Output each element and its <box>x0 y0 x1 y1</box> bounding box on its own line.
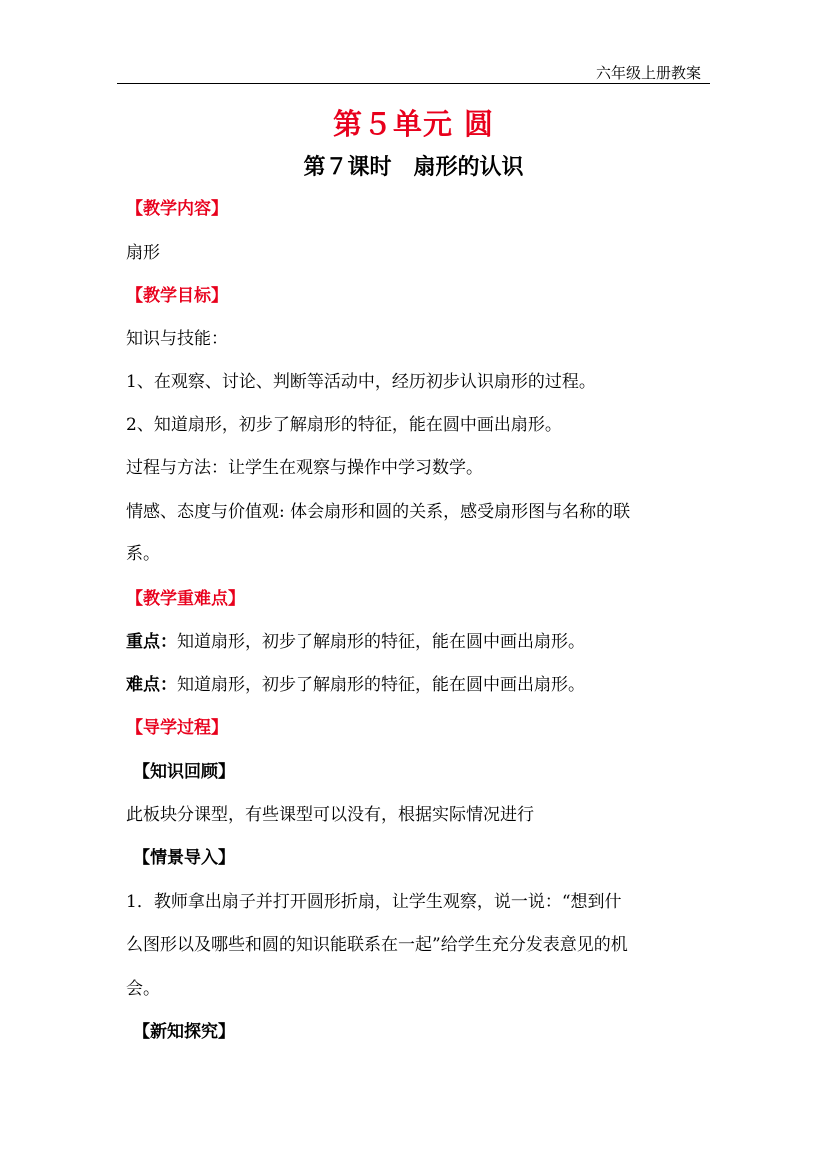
subsection-heading-scene: 【情景导入】 <box>133 848 235 868</box>
goal-line: 知识与技能： <box>126 329 228 349</box>
goal-line: 过程与方法：让学生在观察与操作中学习数学。 <box>126 458 483 478</box>
goal-line: 2、知道扇形，初步了解扇形的特征，能在圆中画出扇形。 <box>126 415 562 435</box>
header-text: 六年级上册教案 <box>595 64 701 82</box>
key-point-text: 知道扇形，初步了解扇形的特征，能在圆中画出扇形。 <box>177 632 585 652</box>
goal-line: 情感、态度与价值观: 体会扇形和圆的关系，感受扇形图与名称的联 <box>126 502 631 522</box>
unit-title: 第５单元 圆 <box>332 107 495 141</box>
key-point-label: 重点： <box>126 632 177 652</box>
section-heading-key-points: 【教学重难点】 <box>126 589 245 609</box>
section-heading-goals: 【教学目标】 <box>126 286 228 306</box>
section-heading-content: 【教学内容】 <box>126 199 228 219</box>
section-heading-process: 【导学过程】 <box>126 718 228 738</box>
lesson-title: 第７课时 扇形的认识 <box>303 154 524 180</box>
content-body: 扇形 <box>126 243 160 263</box>
goal-line: 1、在观察、讨论、判断等活动中，经历初步认识扇形的过程。 <box>126 372 596 392</box>
scene-line: 会。 <box>126 979 160 999</box>
subsection-heading-explore: 【新知探究】 <box>133 1022 235 1042</box>
goal-line: 系。 <box>126 544 160 564</box>
scene-line: 1．教师拿出扇子并打开圆形折扇，让学生观察，说一说：“想到什 <box>126 892 622 912</box>
key-point-line <box>126 632 711 652</box>
difficult-point-line <box>126 675 711 695</box>
difficult-point-text: 知道扇形，初步了解扇形的特征，能在圆中画出扇形。 <box>177 675 585 695</box>
header-divider <box>117 83 710 84</box>
difficult-point-label: 难点： <box>126 675 177 695</box>
scene-line: 么图形以及哪些和圆的知识能联系在一起”给学生充分发表意见的机 <box>126 935 628 955</box>
review-body: 此板块分课型，有些课型可以没有，根据实际情况进行 <box>126 805 534 825</box>
subsection-heading-review: 【知识回顾】 <box>133 762 235 782</box>
